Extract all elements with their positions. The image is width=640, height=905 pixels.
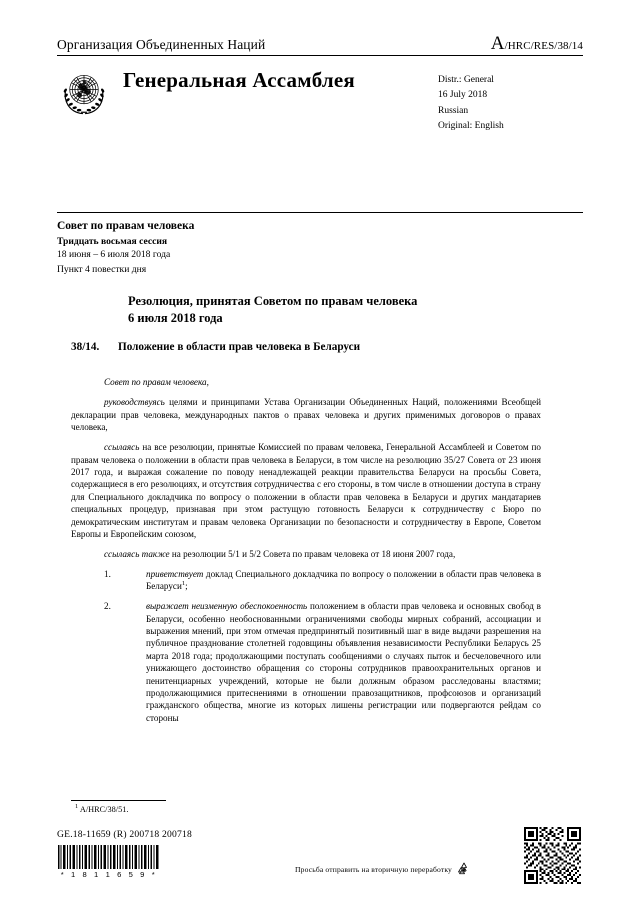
operative-lead: приветствует [146,568,204,579]
resolution-title-line1: Резолюция, принятая Советом по правам человека [128,294,418,308]
preamble-lead: ссылаясь [104,442,140,453]
header-top-row [57,34,583,55]
agenda-item: Пункт 4 повестки дня [57,263,147,275]
preamble-lead: руководствуясь [104,397,165,408]
resolution-item-number: 38/14. [71,341,100,353]
recycle-notice [295,861,472,877]
emblem-container [57,65,123,117]
distribution-block [438,65,583,135]
organization-name: Организация Объединенных Наций [57,37,266,53]
recycle-text: Просьба отправить на вторичную переработку [295,864,452,874]
body-title-container [123,65,438,92]
header-body-row [57,56,583,135]
operative-text: положением в области прав человека и основных свобод в Беларуси, особенно необоснованными ограничениями свободы мирных собраний, ассоциации и выражения мнений, при этом отмечая предпринятый позитивный шаг в виде выдачи разрешения на публичное празднование столетней годовщины объявления независимости Республики Беларусь 25 марта 2018 года; продолжающими поступать сообщениями о случаях пыток и бесчеловечного или унижающего достоинство обращения со стороны сотрудников правоохранительных органов и пенитенциарных учреждений, которые не были должным образом расследованы властями; продолжающимися притеснениями в отношении правозащитников, профсоюзов и организаций гражданского общества, многие из которых лишены регистрации или подвергаются рейдам со стороны [146,601,541,723]
session-number: Тридцать восьмая сессия [57,235,168,247]
footnote-entry-text: A/HRC/38/51. [79,805,129,814]
document-symbol-prefix: A [490,33,505,54]
council-name: Совет по правам человека [57,220,195,232]
preamble-paragraph [71,548,541,560]
document-symbol [491,34,583,53]
document-header [57,34,583,135]
qr-code-icon [524,827,581,884]
operative-number: 1. [104,568,111,579]
footnote-entry-marker: 1 [75,803,79,811]
general-assembly-title: Генеральная Ассамблея [123,68,355,92]
body-addressee-text: Совет по правам человека, [104,377,209,387]
preamble-text: на резолюции 5/1 и 5/2 Совета по правам человека от 18 июня 2007 года, [169,548,456,559]
preamble-paragraph [71,396,541,433]
un-emblem-icon [57,67,111,117]
barcode-block [57,845,161,879]
operative-number: 2. [104,601,111,612]
recycle-icon [456,861,472,877]
barcode-number: * 1 8 1 1 6 5 9 * [60,870,158,879]
section-divider [57,212,583,213]
session-dates: 18 июня – 6 июля 2018 года [57,249,171,261]
preamble-paragraph [71,441,541,540]
distribution-type: Distr.: General [438,75,494,85]
document-code: GE.18-11659 (R) 200718 200718 [57,829,192,840]
operative-lead: выражает неизменную обеспокоенность [146,601,308,612]
resolution-item-title: Положение в области прав человека в Беларуси [118,341,361,353]
resolution-title [128,293,568,327]
session-block [57,219,457,277]
resolution-body [71,376,541,732]
operative-tail: ; [185,581,188,592]
body-addressee [71,376,541,388]
distribution-date: 16 July 2018 [438,90,488,101]
operative-paragraph [71,568,541,593]
footnote-divider [71,800,166,801]
preamble-text: целями и принципами Устава Организации Объединенных Наций, положениями Всеобщей декларации прав человека, международных пактов о правах человека и других применимых договоров о правах человека, [71,397,541,433]
operative-paragraph [71,600,541,724]
resolution-title-line2: 6 июля 2018 года [128,310,223,325]
resolution-item-heading [71,341,571,353]
footnote-block [71,800,371,816]
preamble-text: на все резолюции, принятые Комиссией по правам человека, Генеральной Ассамблеей и Советом по правам человека о положении в области прав человека в Беларуси, в том числе на резолюцию 35/27 Совета от 23 июня 2017 года, и выражая сожаление по поводу ненадлежащей реакции правительства Беларуси на просьбы Совета, содержащиеся в его резолюциях, и отсутствия сотрудничества с его стороны, в том числе в отношении доступа в страну для Специального докладчика по вопросу о положении в области прав человека в Беларуси и других мандатариев специальных процедур, признавая при этом растущую готовность Беларуси к сотрудничеству с Бюро по демократическим институтам и правам человека Организации по безопасности и сотрудничеству в Европе, Советом Европы и Европейским союзом, [71,442,541,539]
distribution-original: Original: English [438,121,504,132]
footnote-marker: 1 [181,580,186,588]
preamble-lead: ссылаясь также [104,548,170,559]
barcode-icon [57,845,161,869]
footnote-entry [71,805,371,816]
document-symbol-rest: /HRC/RES/38/14 [504,40,583,52]
operative-text: доклад Специального докладчика по вопросу о положении в области прав человека в Беларуси [146,568,541,592]
distribution-language: Russian [438,105,469,116]
